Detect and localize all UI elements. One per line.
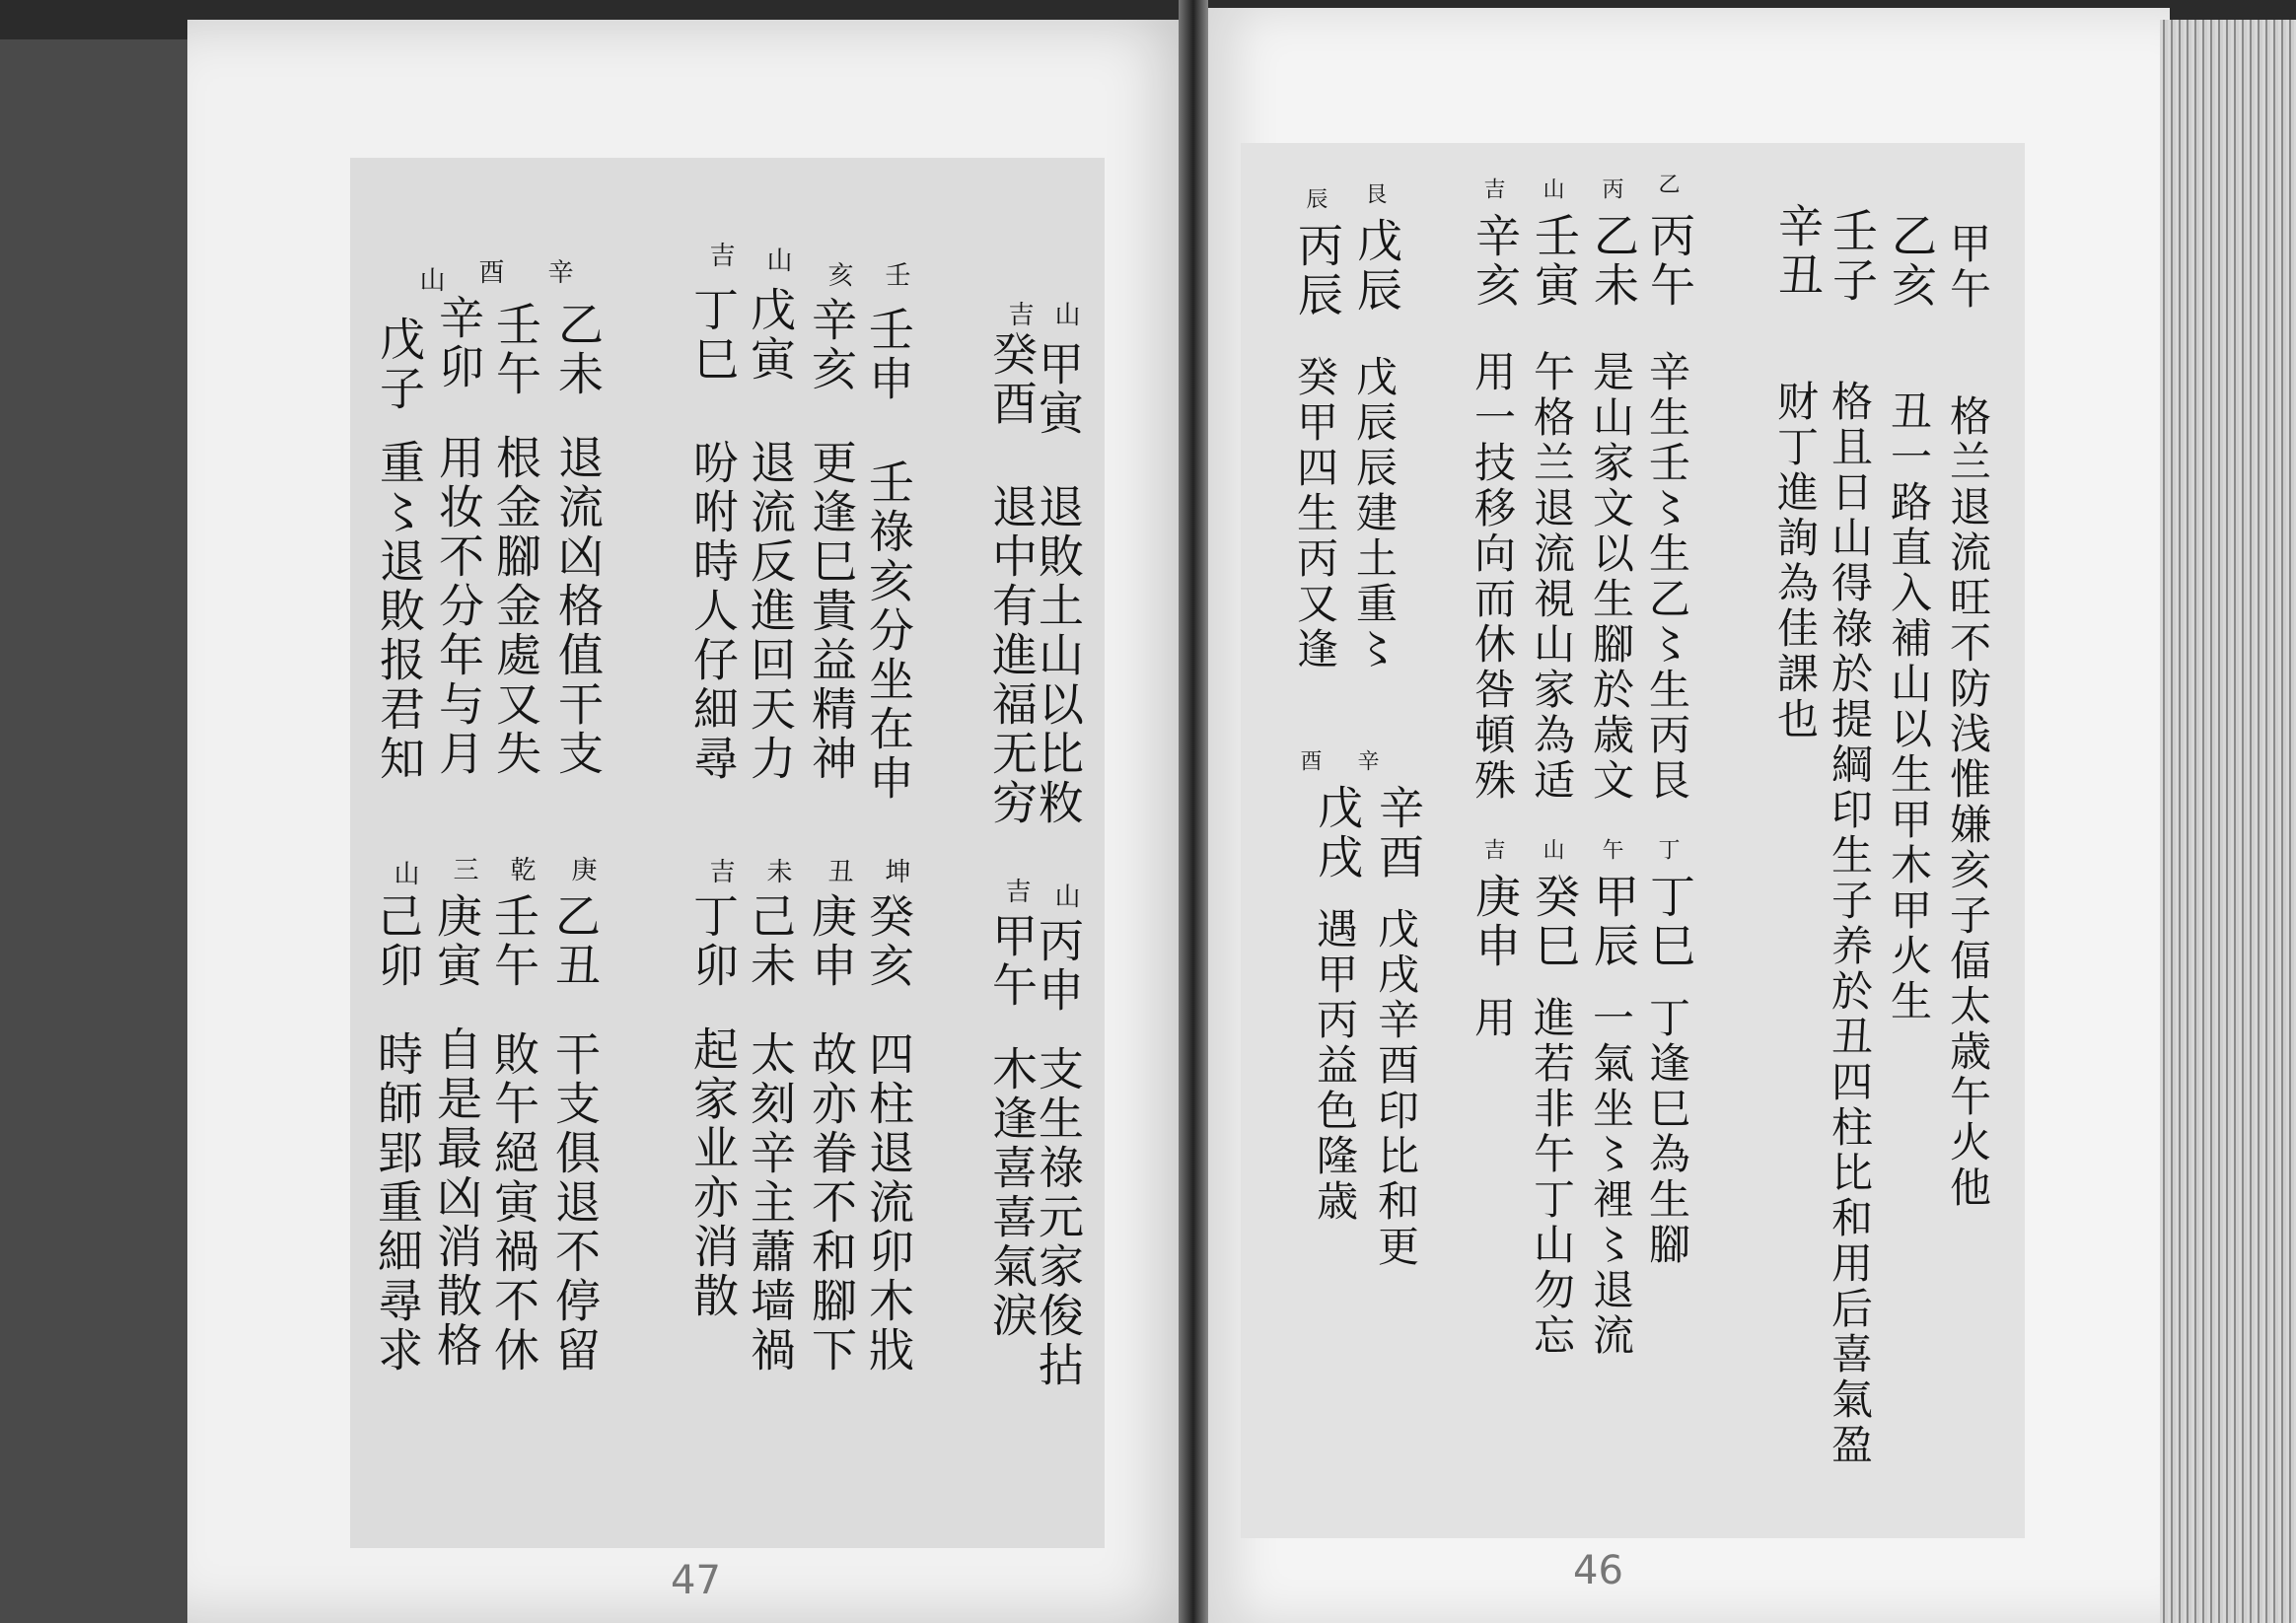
verse-line: 敗午絕寅禍不休 xyxy=(487,1030,540,1376)
stem-branch: 甲寅 xyxy=(1032,340,1085,439)
verse-line: 吩咐時人仔細尋 xyxy=(686,439,740,784)
annotation: 丑 xyxy=(824,858,853,887)
verse-line: 退中有進福无穷 xyxy=(985,483,1039,828)
annotation: 吉 xyxy=(705,858,735,887)
verse-line: 格且日山得祿於提綱印生子养於丑四柱比和用后喜氣盈 xyxy=(1826,380,1874,1468)
annotation: 辰 xyxy=(1303,187,1327,213)
stem-branch: 壬寅 xyxy=(1528,212,1581,311)
stem-branch: 辛酉 xyxy=(1372,784,1425,882)
annotation: 艮 xyxy=(1362,182,1387,208)
verse-line: 根金腳金處又失 xyxy=(489,434,542,779)
verse-line: 退流反進回天力 xyxy=(744,439,797,784)
stem-branch: 甲辰 xyxy=(1587,873,1640,971)
stem-branch: 庚申 xyxy=(805,892,858,991)
annotation: 乙 xyxy=(1655,173,1680,198)
annotation: 未 xyxy=(762,858,792,887)
annotation: 山 xyxy=(390,860,419,889)
annotation: 酉 xyxy=(474,258,504,288)
page-edges xyxy=(2160,20,2296,1623)
verse-line: 退敗土山以比敉 xyxy=(1032,483,1085,828)
annotation: 坤 xyxy=(881,858,910,887)
stem-branch: 甲午 xyxy=(985,912,1039,1011)
verse-line: 重〻退敗报君知 xyxy=(373,439,426,784)
stem-branch: 戊子 xyxy=(373,316,426,414)
annotation: 丙 xyxy=(1599,177,1623,203)
annotation: 山 xyxy=(1050,301,1080,330)
verse-line: 退流凶格值干支 xyxy=(551,434,605,779)
verse-line: 一氣坐〻裡〻退流 xyxy=(1587,996,1635,1359)
verse-line: 丁逢巳為生腳 xyxy=(1643,996,1691,1268)
stem-branch: 辛亥 xyxy=(1469,212,1522,311)
verse-line: 故亦眷不和腳下 xyxy=(805,1030,858,1376)
verse-line: 木逢喜喜氣淚 xyxy=(985,1045,1039,1341)
annotation: 吉 xyxy=(1480,177,1505,203)
verse-line: 干支俱退不停留 xyxy=(548,1030,602,1376)
verse-line: 戊辰辰建土重〻 xyxy=(1350,355,1399,672)
stem-branch: 乙未 xyxy=(1587,212,1640,311)
annotation: 山 xyxy=(762,247,792,276)
verse-line: 自是最凶消散格 xyxy=(430,1025,483,1371)
stem-branch: 丁巳 xyxy=(686,286,740,385)
verse-line: 用一技移向而休咎頓殊 xyxy=(1469,350,1517,804)
verse-line: 太刻辛主蕭墙禍 xyxy=(744,1030,797,1376)
stem-branch: 丁卯 xyxy=(686,892,740,991)
page-number-right: 46 xyxy=(1573,1548,1623,1593)
verse-line: 進若非午丁山勿忘 xyxy=(1528,996,1576,1359)
stem-branch: 壬午 xyxy=(489,301,542,399)
verse-line: 癸甲四生丙又逢 xyxy=(1291,355,1339,672)
stem-branch: 戊辰 xyxy=(1350,217,1403,316)
stem-branch: 戊戌 xyxy=(1311,784,1364,882)
annotation: 山 xyxy=(415,266,445,296)
annotation: 吉 xyxy=(1001,878,1031,907)
stem-branch: 丙午 xyxy=(1643,212,1696,311)
annotation: 丁 xyxy=(1655,838,1680,864)
verse-line: 用 xyxy=(1469,996,1517,1041)
stem-branch: 壬申 xyxy=(862,306,915,404)
stem-branch: 乙丑 xyxy=(548,892,602,991)
stem-branch: 己卯 xyxy=(371,892,424,991)
verse-line: 辛生壬〻生乙〻生丙艮 xyxy=(1643,350,1691,804)
stem-branch: 丙申 xyxy=(1032,917,1085,1016)
verse-line: 更逢巳貴益精神 xyxy=(805,439,858,784)
annotation: 乾 xyxy=(506,856,536,885)
verse-line: 時師郢重細尋求 xyxy=(371,1030,424,1376)
stem-branch: 己未 xyxy=(744,892,797,991)
annotation: 山 xyxy=(1540,838,1564,864)
verse-line: 戊戌辛酉印比和更 xyxy=(1372,907,1420,1270)
annotation: 三 xyxy=(449,856,478,885)
book-gutter xyxy=(1179,0,1208,1623)
stem-branch: 辛卯 xyxy=(432,294,485,392)
annotation: 酉 xyxy=(1297,749,1322,775)
page-number-left: 47 xyxy=(671,1558,721,1603)
annotation: 山 xyxy=(1050,882,1080,912)
stem-branch: 辛亥 xyxy=(805,296,858,394)
stem-branch: 庚申 xyxy=(1469,873,1522,971)
stem-branch: 丙辰 xyxy=(1291,222,1344,320)
stem-branch: 戊寅 xyxy=(744,286,797,385)
stem-branch: 辛丑 xyxy=(1771,202,1825,301)
verse-line: 格兰退流旺不防浅惟嫌亥子偪太歳午火他 xyxy=(1944,394,1992,1211)
verse-line: 四柱退流卯木戕 xyxy=(862,1030,915,1376)
stem-branch: 甲午 xyxy=(1944,222,1992,313)
verse-line: 遇甲丙益色隆歳 xyxy=(1311,907,1359,1225)
annotation: 吉 xyxy=(1480,838,1505,864)
stem-branch: 乙未 xyxy=(551,301,605,399)
verse-line: 丑一路直入補山以生甲木甲火生 xyxy=(1885,389,1933,1024)
annotation: 辛 xyxy=(1354,749,1379,775)
annotation: 山 xyxy=(1540,177,1564,203)
annotation: 庚 xyxy=(567,856,597,885)
annotation: 亥 xyxy=(824,261,853,291)
stem-branch: 乙亥 xyxy=(1885,212,1938,311)
stem-branch: 癸巳 xyxy=(1528,873,1581,971)
table-surface xyxy=(0,39,197,1623)
stem-branch: 壬子 xyxy=(1826,207,1879,306)
stem-branch: 丁巳 xyxy=(1643,873,1696,971)
verse-line: 起家业亦消散 xyxy=(686,1025,740,1321)
annotation: 吉 xyxy=(1004,301,1034,330)
annotation: 壬 xyxy=(881,261,910,291)
annotation: 午 xyxy=(1599,838,1623,864)
verse-line: 财丁進詢為佳課也 xyxy=(1771,380,1820,742)
stem-branch: 癸酉 xyxy=(985,330,1039,429)
stem-branch: 庚寅 xyxy=(430,892,483,991)
verse-line: 支生祿元家俊拈 xyxy=(1032,1045,1085,1390)
stem-branch: 壬午 xyxy=(487,892,540,991)
annotation: 吉 xyxy=(705,242,735,271)
verse-line: 用妆不分年与月 xyxy=(432,434,485,779)
verse-line: 午格兰退流視山家為适 xyxy=(1528,350,1576,804)
verse-line: 壬祿亥分坐在申 xyxy=(862,459,915,804)
annotation: 辛 xyxy=(543,258,573,288)
stem-branch: 癸亥 xyxy=(862,892,915,991)
verse-line: 是山家文以生腳於歳文 xyxy=(1587,350,1635,804)
